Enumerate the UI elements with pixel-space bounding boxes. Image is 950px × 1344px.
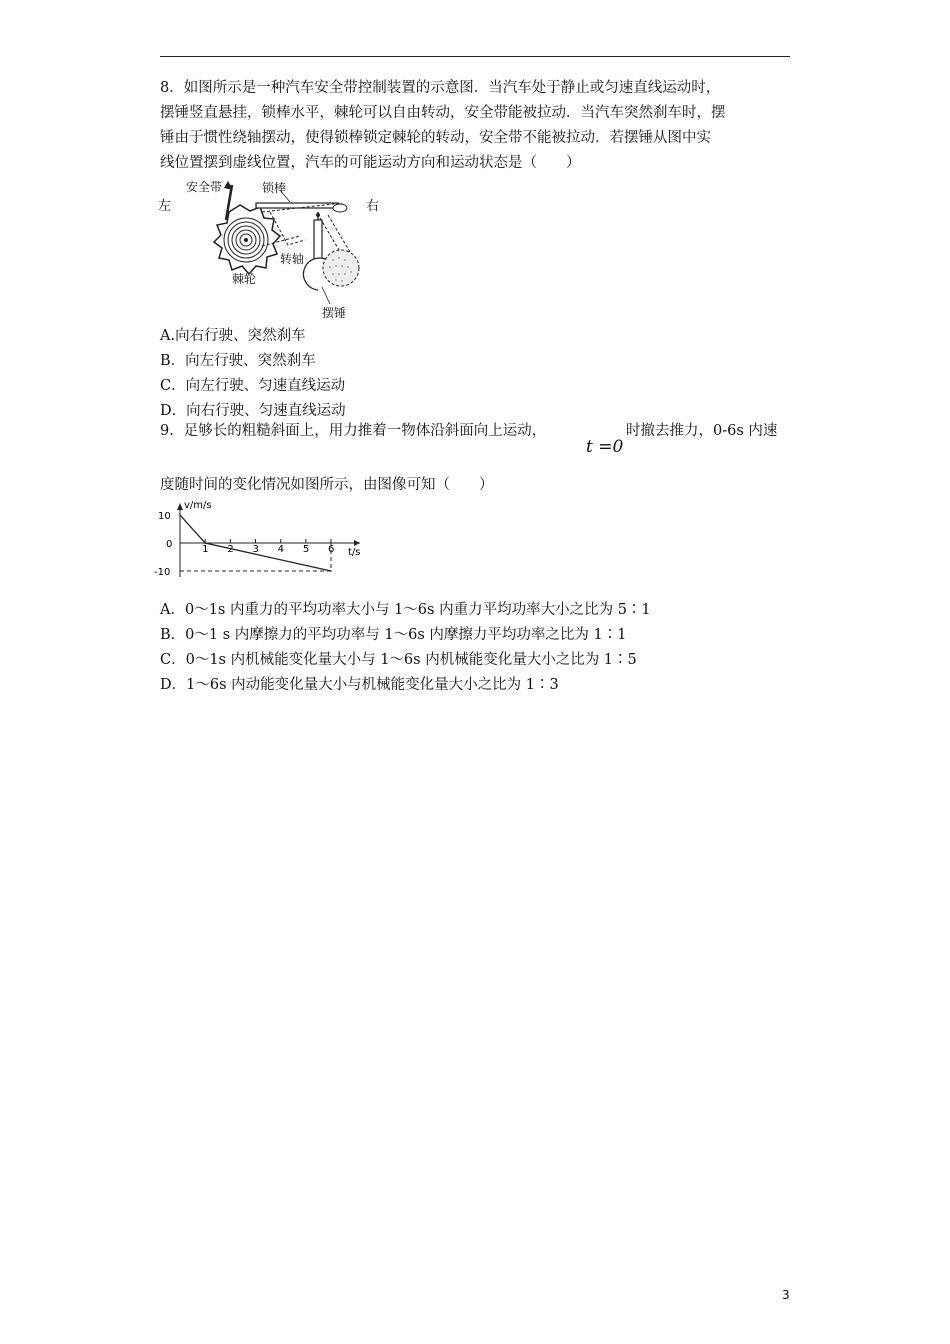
- q8-option-c: C．向左行驶、匀速直线运动: [160, 378, 346, 394]
- label-lock-bar: 锁棒: [262, 181, 287, 195]
- page-number: 3: [782, 1288, 790, 1302]
- x-tick-label: 5: [302, 544, 310, 555]
- q8-option-b: B．向左行驶、突然刹车: [160, 353, 316, 369]
- x-tick-label: 1: [202, 544, 209, 555]
- x-tick-label: 4: [277, 544, 285, 555]
- q9-option-c: C．0～1s 内机械能变化量大小与 1～6s 内机械能变化量大小之比为 1∶5: [160, 652, 637, 668]
- q8-line: 锤由于惯性绕轴摆动，使得锁棒锁定棘轮的转动，安全带不能被拉动．若摆锤从图中实: [160, 130, 711, 146]
- y-axis-arrow: [177, 503, 183, 510]
- q9-stem-line2: 度随时间的变化情况如图所示，由图像可知（ ）: [160, 477, 494, 493]
- label-pendulum: 摆锤: [322, 306, 347, 320]
- label-ratchet: 棘轮: [232, 272, 257, 286]
- velocity-data-point: [204, 542, 206, 544]
- x-tick-label: 2: [227, 544, 234, 555]
- label-axis: 转轴: [280, 252, 305, 266]
- q8-option-a: A.向右行驶、突然刹车: [160, 328, 306, 344]
- x-tick-label: 3: [252, 544, 259, 555]
- x-tick-label: 6: [328, 544, 335, 555]
- label-left: 左: [158, 199, 172, 214]
- q8-line: 8．如图所示是一种汽车安全带控制装置的示意图．当汽车处于静止或匀速直线运动时，: [160, 80, 721, 96]
- q9-stem-part2: 时撤去推力，0-6s 内速: [626, 423, 778, 439]
- velocity-data-point: [330, 570, 332, 572]
- y-tick-label: 10: [158, 511, 171, 522]
- label-right: 右: [366, 199, 380, 214]
- q8-line: 摆锤竖直悬挂，锁棒水平，棘轮可以自由转动，安全带能被拉动．当汽车突然刹车时，摆: [160, 105, 726, 121]
- y-tick-label: -10: [154, 567, 171, 578]
- q8-option-d: D．向右行驶、匀速直线运动: [160, 403, 346, 419]
- y-tick-label: 0: [166, 539, 173, 550]
- y-axis-label: v/m/s: [184, 500, 212, 511]
- label-belt: 安全带: [186, 180, 223, 194]
- x-axis-label: t/s: [348, 547, 361, 558]
- q8-line: 线位置摆到虚线位置，汽车的可能运动方向和运动状态是（ ）: [160, 155, 581, 171]
- q9-stem-part1: 9．足够长的粗糙斜面上，用力推着一物体沿斜面向上运动，: [160, 423, 547, 439]
- q9-formula: t =0: [586, 437, 624, 457]
- q9-option-b: B．0～1 s 内摩擦力的平均功率与 1～6s 内摩擦力平均功率之比为 1∶1: [160, 627, 627, 643]
- q9-option-d: D．1～6s 内动能变化量大小与机械能变化量大小之比为 1∶3: [160, 677, 559, 693]
- x-axis-arrow: [354, 540, 360, 546]
- q9-option-a: A．0～1s 内重力的平均功率大小与 1～6s 内重力平均功率大小之比为 5∶1: [160, 602, 651, 618]
- velocity-data-point: [179, 514, 181, 516]
